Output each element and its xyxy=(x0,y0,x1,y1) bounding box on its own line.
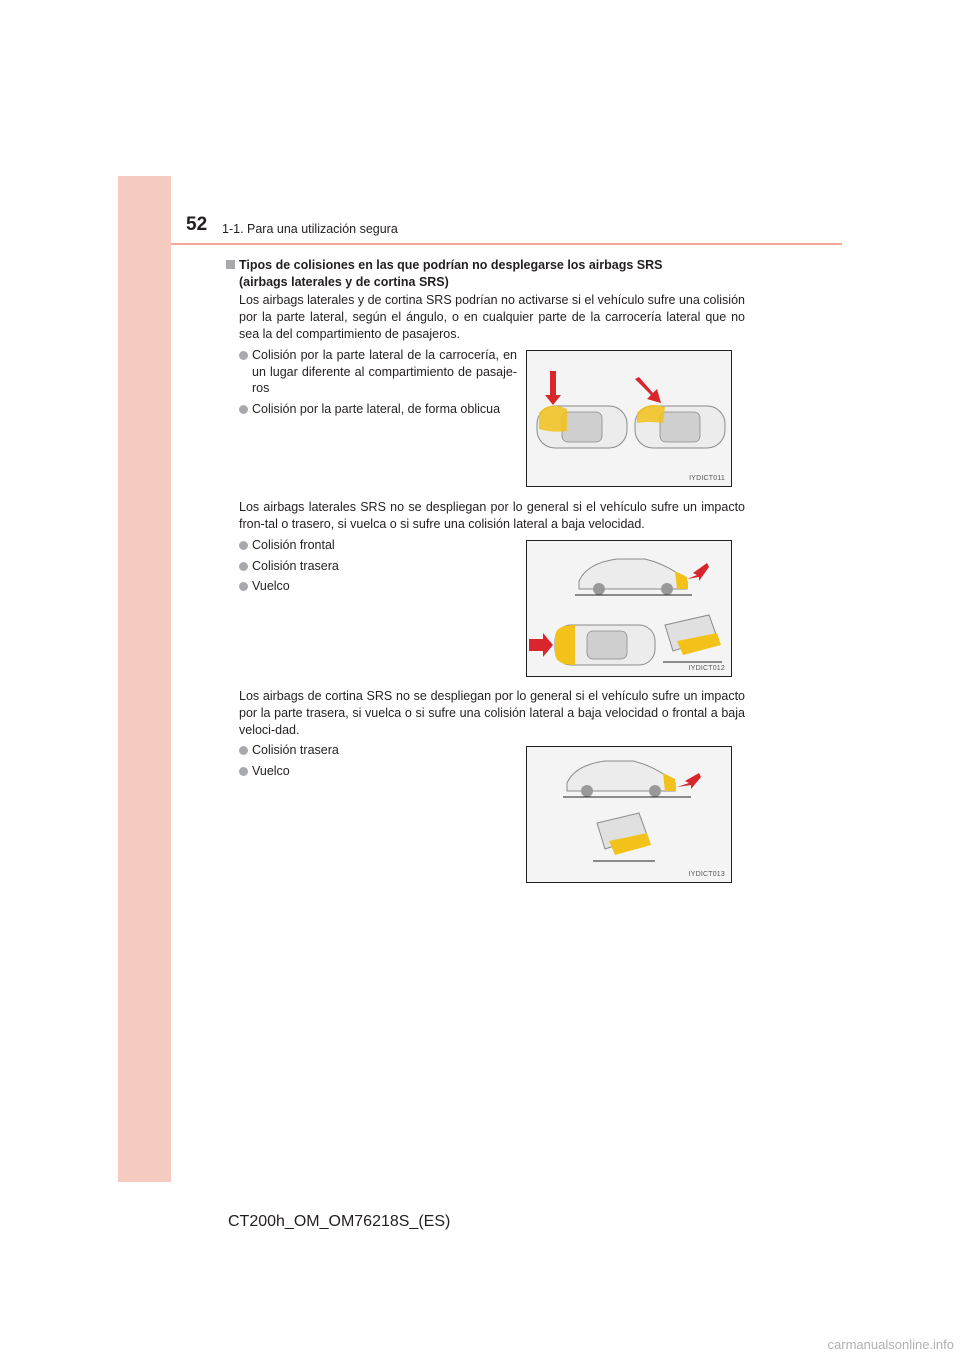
paragraph-curtain-airbags: Los airbags de cortina SRS no se despliegan por lo general si el vehículo sufre un impacto por la parte trasera, si vuelca o si sufre una colisión lateral a baja velocidad o frontal a baja veloci-dad. xyxy=(239,689,745,737)
figure-code: IYDICT013 xyxy=(688,871,725,878)
list-item xyxy=(239,742,517,759)
bullet-dot-icon xyxy=(239,582,248,591)
list-item-text: Vuelco xyxy=(252,763,290,778)
car-rollover-view xyxy=(593,813,655,861)
bullet-dot-icon xyxy=(239,405,248,414)
list-item-text: Colisión por la parte lateral de la carrocería, en un lugar diferente al compartimiento de pasaje-ros xyxy=(252,348,517,395)
bullet-list-3 xyxy=(239,742,517,783)
section-title: 1-1. Para una utilización segura xyxy=(222,222,398,236)
list-item-text: Colisión trasera xyxy=(252,743,339,757)
list-item xyxy=(239,401,517,418)
car-rollover-view xyxy=(663,615,722,662)
paragraph-side-curtain: Los airbags laterales y de cortina SRS podrían no activarse si el vehículo sufre una colisión por la parte lateral, según el ángulo, o en cualquier parte de la carrocería lateral que no sea la del compartimiento de pasajeros. xyxy=(239,293,745,341)
bullet-list-2 xyxy=(239,537,517,599)
figure-code: IYDICT011 xyxy=(689,475,725,482)
car-top-view xyxy=(555,625,655,665)
car-side-view xyxy=(575,559,692,595)
list-item xyxy=(239,558,517,575)
footer-document-code: CT200h_OM_OM76218S_(ES) xyxy=(228,1213,451,1230)
list-item xyxy=(239,537,517,554)
car-top-left xyxy=(537,406,627,448)
car-top-right xyxy=(635,405,725,448)
side-color-band xyxy=(118,176,171,1182)
bullet-dot-icon xyxy=(239,562,248,571)
subsection-heading xyxy=(226,257,746,291)
list-item-text: Vuelco xyxy=(252,579,290,593)
heading-line-2: (airbags laterales y de cortina SRS) xyxy=(239,275,449,289)
impact-arrow-icon xyxy=(687,563,709,581)
car-side-view xyxy=(563,761,691,797)
bullet-dot-icon xyxy=(239,746,248,755)
list-item-text: Colisión frontal xyxy=(252,538,335,552)
bullet-dot-icon xyxy=(239,351,248,360)
impact-arrow-icon xyxy=(545,371,561,405)
heading-line-1: Tipos de colisiones en las que podrían no desplegarse los airbags SRS xyxy=(239,258,663,272)
figure-rear-rollover xyxy=(526,746,732,883)
bullet-dot-icon xyxy=(239,767,248,776)
car-top-view-illustration xyxy=(527,351,732,487)
bullet-dot-icon xyxy=(239,541,248,550)
header-rule xyxy=(171,243,842,245)
impact-arrow-icon xyxy=(529,633,553,657)
watermark-link[interactable]: carmanualsonline.info xyxy=(827,1337,954,1352)
car-illustration xyxy=(527,747,732,883)
page-number: 52 xyxy=(186,214,208,235)
figure-front-rear-rollover xyxy=(526,540,732,677)
list-item-text: Colisión trasera xyxy=(252,558,339,573)
paragraph-side-airbags: Los airbags laterales SRS no se despliegan por lo general si el vehículo sufre un impacto fron-tal o trasero, si vuelca o si sufre una colisión lateral a baja velocidad. xyxy=(239,500,745,531)
car-illustration xyxy=(527,541,732,677)
list-item xyxy=(239,578,517,595)
list-item-text: Colisión por la parte lateral, de forma oblicua xyxy=(252,401,501,416)
square-bullet-icon xyxy=(226,260,235,269)
bullet-list-1 xyxy=(239,347,517,421)
figure-code: IYDICT012 xyxy=(688,665,725,672)
list-item xyxy=(239,763,517,780)
list-item xyxy=(239,347,517,397)
figure-side-oblique-collision xyxy=(526,350,732,487)
impact-arrow-icon xyxy=(635,377,661,403)
impact-arrow-icon xyxy=(677,773,701,789)
